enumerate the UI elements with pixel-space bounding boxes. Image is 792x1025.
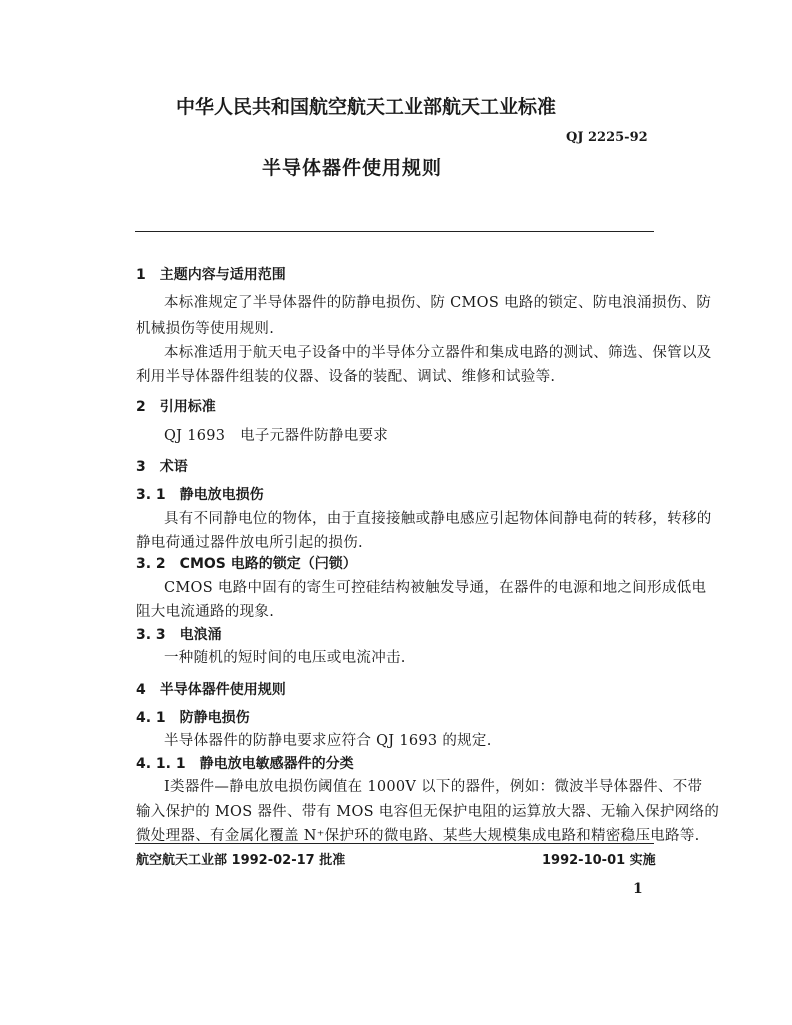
- standard-code: QJ 2225-92: [566, 130, 648, 145]
- section-3-heading: 3 术语: [136, 459, 188, 475]
- reference-standard: QJ 1693 电子元器件防静电要求: [164, 428, 389, 444]
- term-2-line1: CMOS 电路中固有的寄生可控硅结构被触发导通，在器件的电源和地之间形成低电: [164, 580, 707, 596]
- header-rule: [135, 231, 654, 232]
- section-2-heading: 2 引用标准: [136, 399, 216, 415]
- term-1-line2: 静电荷通过器件放电所引起的损伤.: [136, 535, 363, 551]
- section-1-para2-line2: 利用半导体器件组装的仪器、设备的装配、调试、维修和试验等.: [136, 369, 556, 385]
- rule-4-1-1-line3: 微处理器、有金属化覆盖 N⁺保护环的微电路、某些大规模集成电路和精密稳压电路等.: [136, 828, 700, 844]
- rule-4-1-heading: 4. 1 防静电损伤: [136, 710, 250, 726]
- document-title: 半导体器件使用规则: [262, 157, 443, 179]
- issuing-agency: 中华人民共和国航空航天工业部航天工业标准: [176, 96, 557, 118]
- rule-4-1-line1: 半导体器件的防静电要求应符合 QJ 1693 的规定.: [164, 733, 492, 749]
- term-3-heading: 3. 3 电浪涌: [136, 627, 222, 643]
- term-1-heading: 3. 1 静电放电损伤: [136, 487, 264, 503]
- rule-4-1-1-line1: Ⅰ类器件—静电放电损伤阈值在 1000V 以下的器件，例如：微波半导体器件、不带: [164, 779, 703, 795]
- approval-date: 航空航天工业部 1992-02-17 批准: [136, 853, 346, 868]
- rule-4-1-1-line2: 输入保护的 MOS 器件、带有 MOS 电容但无保护电阻的运算放大器、无输入保护网络的: [136, 804, 720, 820]
- section-1-para2-line1: 本标准适用于航天电子设备中的半导体分立器件和集成电路的测试、筛选、保管以及: [164, 345, 712, 361]
- term-1-line1: 具有不同静电位的物体，由于直接接触或静电感应引起物体间静电荷的转移，转移的: [164, 511, 712, 527]
- section-1-para1-line1: 本标准规定了半导体器件的防静电损伤、防 CMOS 电路的锁定、防电浪涌损伤、防: [164, 295, 712, 311]
- section-1-heading: 1 主题内容与适用范围: [136, 267, 286, 283]
- section-1-para1-line2: 机械损伤等使用规则.: [136, 321, 275, 337]
- footer-rule: [135, 843, 654, 844]
- term-2-line2: 阻大电流通路的现象.: [136, 604, 275, 620]
- term-2-heading: 3. 2 CMOS 电路的锁定（闩锁）: [136, 556, 357, 572]
- page-number: 1: [633, 881, 643, 897]
- rule-4-1-1-heading: 4. 1. 1 静电放电敏感器件的分类: [136, 756, 354, 772]
- section-4-heading: 4 半导体器件使用规则: [136, 682, 286, 698]
- effective-date: 1992-10-01 实施: [542, 853, 656, 868]
- term-3-line1: 一种随机的短时间的电压或电流冲击.: [164, 650, 406, 666]
